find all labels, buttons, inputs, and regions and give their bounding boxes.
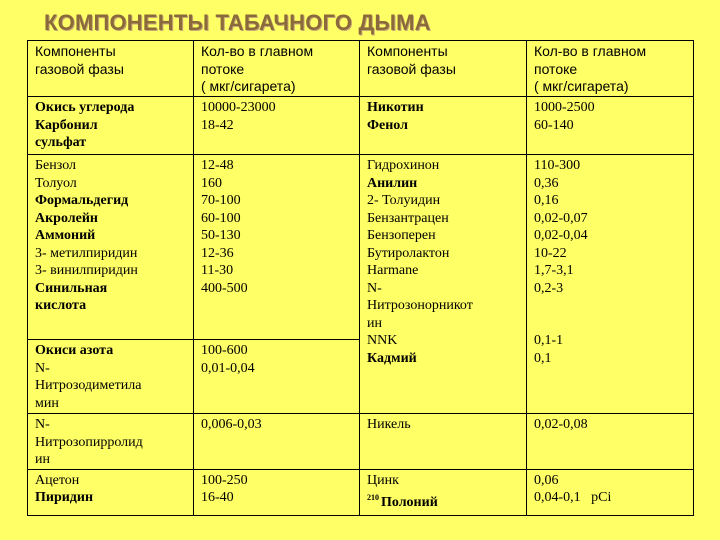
right-names-cell: Никель [360, 414, 527, 470]
table-row [28, 469, 694, 515]
left-values-cell: 12-48 160 70-100 60-100 50-130 12-36 11-30 400-500 [194, 155, 360, 340]
left-values-cell: 0,006-0,03 [194, 414, 360, 470]
left-names-cell: Ацетон Пиридин [28, 469, 194, 515]
smoke-components-table [27, 40, 694, 516]
polonium-isotope-superscript: 210 [367, 493, 379, 502]
right-names-cell: Цинк $^{210}$ Полоний [360, 469, 527, 515]
left-names-cell: Окиси азота N- Нитрозодиметила мин [28, 340, 194, 414]
header-component-2: Компоненты газовой фазы [360, 41, 527, 97]
right-values-cell: 0,06 0,04-0,1 pCi [527, 469, 694, 515]
left-values-cell: 100-250 16-40 [194, 469, 360, 515]
right-names-cell: Никотин Фенол [360, 97, 527, 155]
header-component-1: Компоненты газовой фазы [28, 41, 194, 97]
page-title: КОМПОНЕНТЫ ТАБАЧНОГО ДЫМА [44, 10, 431, 35]
right-values-cell: 110-300 0,36 0,16 0,02-0,07 0,02-0,04 10-22 1,7-3,1 0,2-3 0,1-1 0,1 [527, 155, 694, 414]
table-row [28, 97, 694, 155]
left-values-cell: 10000-23000 18-42 [194, 97, 360, 155]
right-values-cell: 1000-2500 60-140 [527, 97, 694, 155]
right-values-cell: 0,02-0,08 [527, 414, 694, 470]
table-row [28, 155, 694, 340]
right-names-cell: Гидрохинон Анилин 2- Толуидин Бензантрацен Бензоперен Бутиролактон Harmane N- Нитрозонорникот ин NNK Кадмий [360, 155, 527, 414]
header-amount-1: Кол-во в главном потоке ( мкг/сигарета) [194, 41, 360, 97]
left-names-cell: Бензол Толуол Формальдегид Акролейн Аммоний 3- метилпиридин 3- винилпиридин Синильная кислота [28, 155, 194, 340]
header-amount-2: Кол-во в главном потоке ( мкг/сигарета) [527, 41, 694, 97]
left-values-cell: 100-600 0,01-0,04 [194, 340, 360, 414]
left-names-cell: N- Нитрозопирролид ин [28, 414, 194, 470]
header-row [28, 41, 694, 97]
table-row [28, 414, 694, 470]
left-names-cell: Окись углерода Карбонил сульфат [28, 97, 194, 155]
